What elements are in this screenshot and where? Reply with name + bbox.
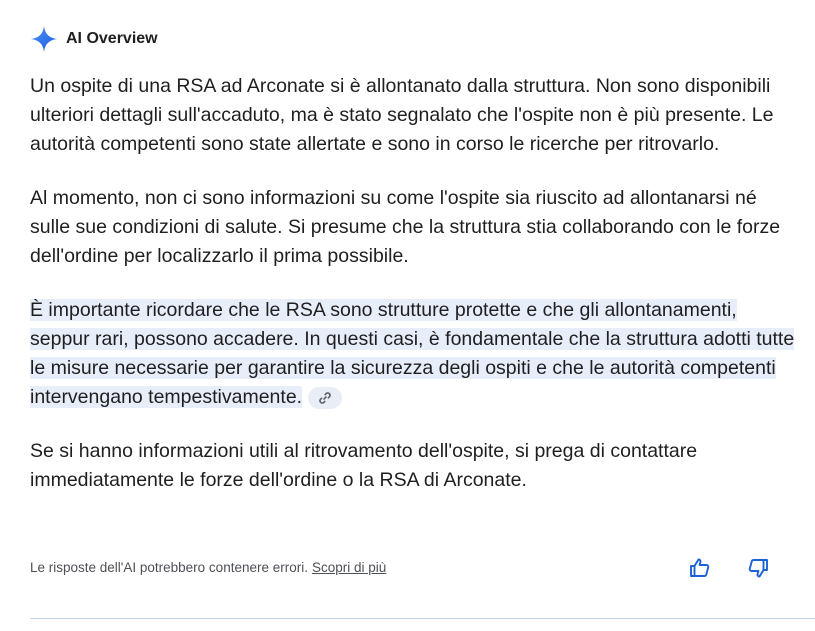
thumbs-down-button[interactable]: [744, 554, 772, 582]
paragraph-4: Se si hanno informazioni utili al ritrovamento dell'ospite, si prega di contattare immediatamente le forze dell'ordine o la RSA di Arconate.: [30, 440, 698, 491]
source-link-button[interactable]: [308, 387, 342, 409]
paragraph-3-highlighted: [30, 296, 800, 412]
ai-overview-header: [30, 24, 158, 54]
highlighted-text: È importante ricordare che le RSA sono strutture protette e che gli allontanamenti, seppur rari, possono accadere. In questi casi, è fondamentale che la struttura adotti tutte le misure necessarie per garantire la sicurezza degli ospiti e che le autorità competenti intervengano tempestivamente.: [30, 299, 795, 408]
bottom-divider: [30, 618, 815, 619]
sparkle-icon: [30, 25, 58, 53]
paragraph-1: Un ospite di una RSA ad Arconate si è allontanato dalla struttura. Non sono disponibili ulteriori dettagli sull'accaduto, ma è stato segnalato che l'ospite non è più presente. Le autorità competenti sono state allertate e sono in corso le ricerche per ritrovarlo.: [30, 75, 774, 155]
learn-more-link[interactable]: Scopri di più: [311, 559, 387, 575]
link-icon: [318, 391, 332, 405]
feedback-footer: [30, 552, 785, 582]
header-title: AI Overview: [66, 30, 158, 47]
thumbs-up-button[interactable]: [686, 554, 714, 582]
ai-disclaimer: Le risposte dell'AI potrebbero contenere errori.: [30, 559, 308, 575]
overview-content: [30, 72, 800, 520]
thumbs-down-icon: [746, 556, 770, 580]
thumbs-up-icon: [688, 556, 712, 580]
paragraph-2: Al momento, non ci sono informazioni su come l'ospite sia riuscito ad allontanarsi né sulle sue condizioni di salute. Si presume che la struttura stia collaborando con le forze dell'ordine per localizzarlo il prima possibile.: [30, 187, 781, 267]
